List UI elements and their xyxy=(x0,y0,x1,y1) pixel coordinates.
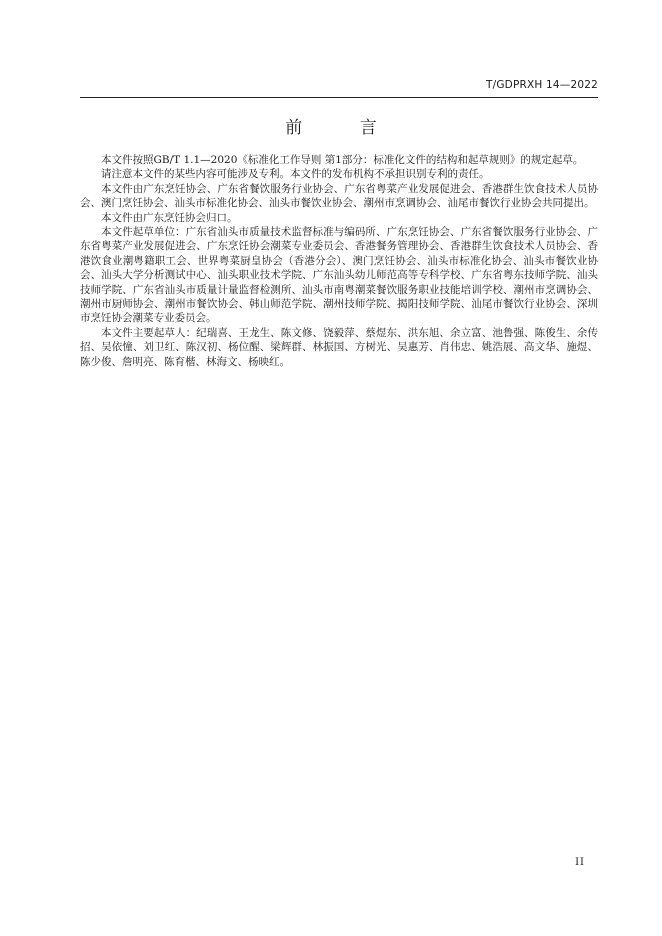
document-code: T/GDPRXH 14—2022 xyxy=(485,79,598,91)
page-title: 前 言 xyxy=(285,118,403,138)
page-number: II xyxy=(575,857,585,868)
paragraph-main-drafters: 本文件主要起草人：纪瑞喜、王龙生、陈文修、饶毅萍、蔡煜东、洪东旭、余立富、池鲁强、陈俊生、余传招、吴依憧、刘卫红、陈汉初、杨位醒、梁辉群、林振国、方树光、吴惠芳、肖伟忠、姚浩展、高文华、施煜、陈少俊、詹明亮、陈育楷、林海文、杨映红。 xyxy=(80,326,598,368)
paragraph-drafting-units: 本文件起草单位：广东省汕头市质量技术监督标准与编码所、广东烹饪协会、广东省餐饮服务行业协会、广东省粤菜产业发展促进会、广东烹饪协会潮菜专业委员会、香港餐务管理协会、香港群生饮食技术人员协会、香港饮食业潮粤籍职工会、世界粤菜厨皇协会（香港分会）、澳门烹饪协会、汕头市标准化协会、汕头市餐饮业协会、汕头大学分析测试中心、汕头职业技术学院、广东汕头幼儿师范高等专科学校、广东省粤东技师学院、汕头技师学院、广东省汕头市质量计量监督检测所、汕头市南粤潮菜餐饮服务职业技能培训学校、潮州市烹调协会、潮州市厨师协会、潮州市餐饮协会、韩山师范学院、潮州技师学院、揭阳技师学院、汕尾市餐饮行业协会、深圳市烹饪协会潮菜专业委员会。 xyxy=(80,226,598,325)
paragraph-custodian: 本文件由广东烹饪协会归口。 xyxy=(101,211,238,224)
foreword-body xyxy=(80,153,598,369)
paragraph-drafting-rules: 本文件按照GB/T 1.1—2020《标准化工作导则 第1部分：标准化文件的结构和起草规则》的规定起草。 xyxy=(101,154,584,166)
paragraph-proposers: 本文件由广东烹饪协会、广东省餐饮服务行业协会、广东省粤菜产业发展促进会、香港群生饮食技术人员协会、澳门烹饪协会、汕头市标准化协会、汕头市餐饮业协会、潮州市烹调协会、汕尾市餐饮行业协会共同提出。 xyxy=(80,182,598,210)
paragraph-patent-notice: 请注意本文件的某些内容可能涉及专利。本文件的发布机构不承担识别专利的责任。 xyxy=(101,168,490,181)
header-rule xyxy=(80,97,598,98)
